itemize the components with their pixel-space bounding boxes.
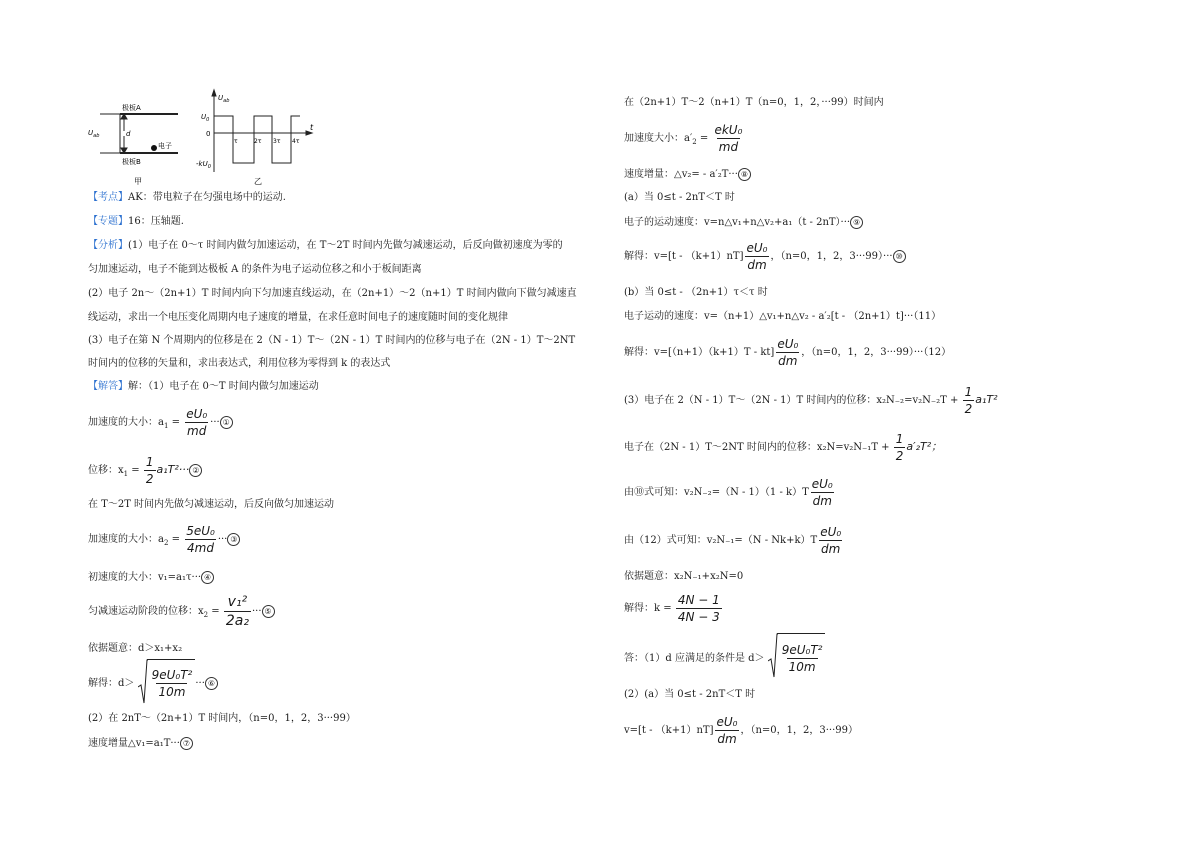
sol1-den: dm — [747, 257, 767, 272]
tick-label: τ — [234, 138, 238, 145]
from12-line — [624, 519, 844, 563]
sol-den: 10m — [158, 684, 186, 699]
acc-den: md — [718, 139, 739, 154]
uab-label: $U_{ab}$ — [88, 129, 100, 139]
dv2-line — [624, 168, 751, 181]
jieda-text: 解：（1）电子在 0～T 时间内做匀加速运动 — [128, 381, 319, 392]
neg-ku0-label: $-kU_0$ — [196, 160, 211, 170]
circled-3: ③ — [227, 533, 240, 546]
p3-fraction — [963, 385, 975, 417]
t-axis-label: t — [310, 123, 314, 132]
circled-5: ⑤ — [262, 605, 275, 618]
k-fraction — [676, 593, 722, 625]
fenxi-3b: 时间内的位移的矢量和，求出表达式，利用位移为零得到 k 的表达式 — [88, 358, 391, 369]
t2t-line: 在 T～2T 时间内先做匀减速运动，后反向做匀加速运动 — [88, 499, 335, 510]
dv2-text: 速度增量：△v₂= - a′₂T··· — [624, 169, 738, 180]
acc1-line: 加速度的大小：$a_1$ = $\frac{\text{eU₀}}{md}$ ··· ① — [88, 403, 233, 446]
sol2-b: ，（n=0，1，2，3···99）···（12） — [801, 347, 952, 358]
zhuanti-tag: 【专题】 — [88, 216, 128, 227]
b-case-line: (b）当 0≤t - （2n+1）τ＜τ 时 — [624, 287, 768, 298]
ans2v-a: v=[t - （k+1）nT] — [624, 725, 714, 736]
plate-a-label: 极板A — [122, 104, 141, 112]
k-num: 4N − 1 — [677, 592, 720, 607]
sol-num: 9eU₀T² — [151, 667, 193, 682]
cond-line: 依据题意：d＞x₁+x₂ — [88, 643, 183, 654]
acc1-num: eU₀ — [186, 406, 208, 421]
acc2-label: 加速度的大小：a — [88, 534, 164, 545]
answer2-line: (2）(a）当 0≤t - 2nT＜T 时 — [624, 689, 756, 700]
kaodian-text: AK：带电粒子在匀强电场中的运动. — [128, 192, 286, 203]
tick-label: 4τ — [292, 138, 300, 145]
sol1-b: ，（n=0，1，2，3···99）··· — [770, 251, 893, 262]
answer-line — [624, 633, 825, 684]
circled-1: ① — [220, 416, 233, 429]
jieda-tag: 【解答】 — [88, 381, 128, 392]
v1-text: 初速度的大小：v₁=a₁τ··· — [88, 572, 202, 583]
x2-den: 2a₂ — [225, 613, 249, 629]
x2-num: v₁² — [227, 594, 248, 610]
sol2-a: 解得：v=[（n+1）（k+1）T - kt] — [624, 347, 775, 358]
v1-line — [88, 571, 214, 584]
p3b-fraction — [894, 432, 906, 464]
jieda-line — [88, 381, 319, 393]
acc2-line: 加速度的大小：$a_2$ = $\frac{\text{5eU₀}}{4md}$ ··· ③ — [88, 518, 240, 565]
gap-label: d — [126, 130, 131, 138]
p3-a: (3）电子在 2（N - 1）T～（2N - 1）T 时间内的位移：x₂N₋₂=v₂N₋₂T + — [624, 395, 959, 406]
acc-num: ekU₀ — [714, 122, 743, 137]
ans2v-den: dm — [717, 731, 737, 746]
dv1-line — [88, 737, 193, 750]
zhuanti-line — [88, 216, 184, 228]
k-den: 4N − 3 — [677, 609, 720, 624]
vel2-line: 电子运动的速度：v=（n+1）△v₁+n△v₂ - a′₂[t - （2n+1）t]···（11） — [624, 311, 942, 322]
circled-7: ⑦ — [180, 737, 193, 750]
p3-num: 1 — [964, 384, 973, 399]
ans-label: 答：（1）d 应满足的条件是 d＞ — [624, 653, 765, 664]
p3-line — [624, 378, 997, 423]
p3b-num: 1 — [895, 431, 904, 446]
sol1-num: eU₀ — [746, 240, 768, 255]
circled-6: ⑥ — [205, 677, 218, 690]
r1-line: 在（2n+1）T～2（n+1）T（n=0，1，2，···99）时间内 — [624, 97, 884, 108]
fenxi-2: (2）电子 2n～（2n+1）T 时间内向下匀加速直线运动，在（2n+1）～2（n+1）T 时间内做向下做匀减速直 — [88, 288, 577, 299]
answer-sqrt — [768, 633, 826, 684]
electron-label: 电子 — [158, 142, 172, 150]
part2-line: (2）在 2nT～（2n+1）T 时间内，（n=0，1，2，3···99） — [88, 713, 356, 724]
plate-b-label: 极板B — [122, 158, 141, 166]
circled-2: ② — [189, 464, 202, 477]
axis-u-label: $U_{ab}$ — [218, 94, 230, 104]
k-line — [624, 587, 723, 631]
u0-label: $U_0$ — [201, 113, 210, 123]
from10-a: 由⑩式可知：v₂N₋₂=（N - 1）（1 - k）T — [624, 487, 809, 498]
sol2-num: eU₀ — [777, 336, 799, 351]
acc2-den: 4md — [187, 540, 214, 555]
acc2-fraction — [184, 524, 217, 556]
acc1-fraction — [184, 407, 209, 439]
ans2v-b: ，（n=0，1，2，3···99） — [740, 725, 859, 736]
sol2-line — [624, 331, 951, 375]
zero-label: 0 — [206, 130, 211, 138]
fenxi-2b: 线运动，求出一个电压变化周期内电子速度的增量，在求任意时间电子的速度随时间的变化规律 — [88, 312, 508, 323]
a-case-line: (a）当 0≤t - 2nT＜T 时 — [624, 192, 735, 203]
electron-dot — [151, 145, 157, 151]
from12-fraction — [818, 525, 843, 557]
dv1-text: 速度增量△v₁=a₁T··· — [88, 738, 180, 749]
tick-label: 2τ — [254, 138, 262, 145]
x1-tail: a₁T²··· — [156, 463, 190, 476]
kaodian-line — [88, 192, 286, 204]
sol-label: 解得：d＞ — [88, 678, 135, 689]
sqrt-expression — [138, 659, 196, 708]
from10-line — [624, 471, 836, 515]
sol-fraction — [150, 668, 195, 700]
p3b-line — [624, 425, 942, 470]
sol2-fraction — [775, 337, 800, 369]
acc-line: 加速度大小：$a'_2$ = $\frac{\text{ekU₀}}{md}$ — [624, 122, 743, 154]
sol2-den: dm — [778, 353, 798, 368]
x1-den: 2 — [145, 471, 154, 486]
x1-label: 位移：x — [88, 465, 124, 476]
ans-num: 9eU₀T² — [781, 642, 823, 657]
fenxi-1: (1）电子在 0～τ 时间内做匀加速运动，在 T～2T 时间内先做匀减速运动，后反向做初速度为零的 — [128, 240, 563, 251]
x2-fraction — [224, 593, 251, 630]
answer2-v-line — [624, 709, 858, 753]
ans2v-num: eU₀ — [716, 714, 738, 729]
sol1-line — [624, 237, 906, 277]
kaodian-tag: 【考点】 — [88, 192, 128, 203]
p3-den: 2 — [964, 401, 973, 416]
caption-right: 乙 — [254, 177, 262, 186]
tick-label: 3τ — [273, 138, 281, 145]
from10-den: dm — [812, 493, 832, 508]
acc1-den: md — [187, 423, 207, 438]
p3b-a: 电子在（2N - 1）T～2NT 时间内的位移：x₂N=v₂N₋₁T + — [624, 442, 890, 453]
ans-fraction — [780, 643, 825, 675]
solution-d-line: 解得：d＞ $\frac{\text{9eU₀T²}}{10m}$ ··· ⑥ — [88, 659, 218, 708]
x1-line: 位移：$x_1$ = $\frac{1}{2}$ a₁T²··· ② — [88, 450, 202, 494]
cond-line-right: 依据题意：x₂N₋₁+x₂N=0 — [624, 571, 744, 582]
acc-fraction — [712, 123, 744, 155]
sol1-a: 解得：v=[t - （k+1）nT] — [624, 251, 744, 262]
circled-4: ④ — [201, 571, 214, 584]
x1-num: 1 — [145, 454, 154, 469]
from12-num: eU₀ — [820, 524, 842, 539]
fenxi-line — [88, 240, 563, 252]
x2-label: 匀减速运动阶段的位移：x — [88, 606, 204, 617]
vel-text: 电子的运动速度：v=n△v₁+n△v₂+a₁（t - 2nT）··· — [624, 217, 851, 228]
x1-fraction — [144, 455, 156, 487]
from10-num: eU₀ — [811, 476, 833, 491]
p3b-b: a′₂T²； — [906, 440, 943, 453]
acc2-num: 5eU₀ — [186, 523, 215, 538]
sol1-fraction — [745, 241, 770, 273]
k-label: 解得：k = — [624, 603, 672, 614]
zhuanti-text: 16：压轴题. — [128, 216, 184, 227]
circled-9: ⑨ — [850, 216, 863, 229]
acc-label: 加速度大小：a′ — [624, 133, 693, 144]
fenxi-1b: 匀加速运动，电子不能到达极板 A 的条件为电子运动位移之和小于板间距离 — [88, 264, 422, 275]
fenxi-tag: 【分析】 — [88, 240, 128, 251]
x2-line: 匀减速运动阶段的位移：$x_2$ = $\frac{\text{v₁²}}{\text{2a₂}}$ ··· ⑤ — [88, 586, 275, 641]
circled-8: ⑧ — [738, 168, 751, 181]
ans-den: 10m — [788, 659, 816, 674]
ans2v-fraction — [715, 715, 740, 747]
acc1-label: 加速度的大小：a — [88, 417, 164, 428]
circuit-and-voltage-figure — [88, 86, 318, 196]
caption-left: 甲 — [134, 177, 142, 186]
from12-den: dm — [821, 541, 841, 556]
from10-fraction — [810, 477, 835, 509]
circled-10: ⑩ — [893, 250, 906, 263]
from12-a: 由（12）式可知：v₂N₋₁=（N - Nk+k）T — [624, 535, 818, 546]
vel-line — [624, 216, 863, 229]
p3b-den: 2 — [895, 448, 904, 463]
fenxi-3: (3）电子在第 N 个周期内的位移是在 2（N - 1）T～（2N - 1）T 时间内的位移与电子在（2N - 1）T～2NT — [88, 335, 576, 346]
p3-b: a₁T² — [975, 393, 998, 406]
